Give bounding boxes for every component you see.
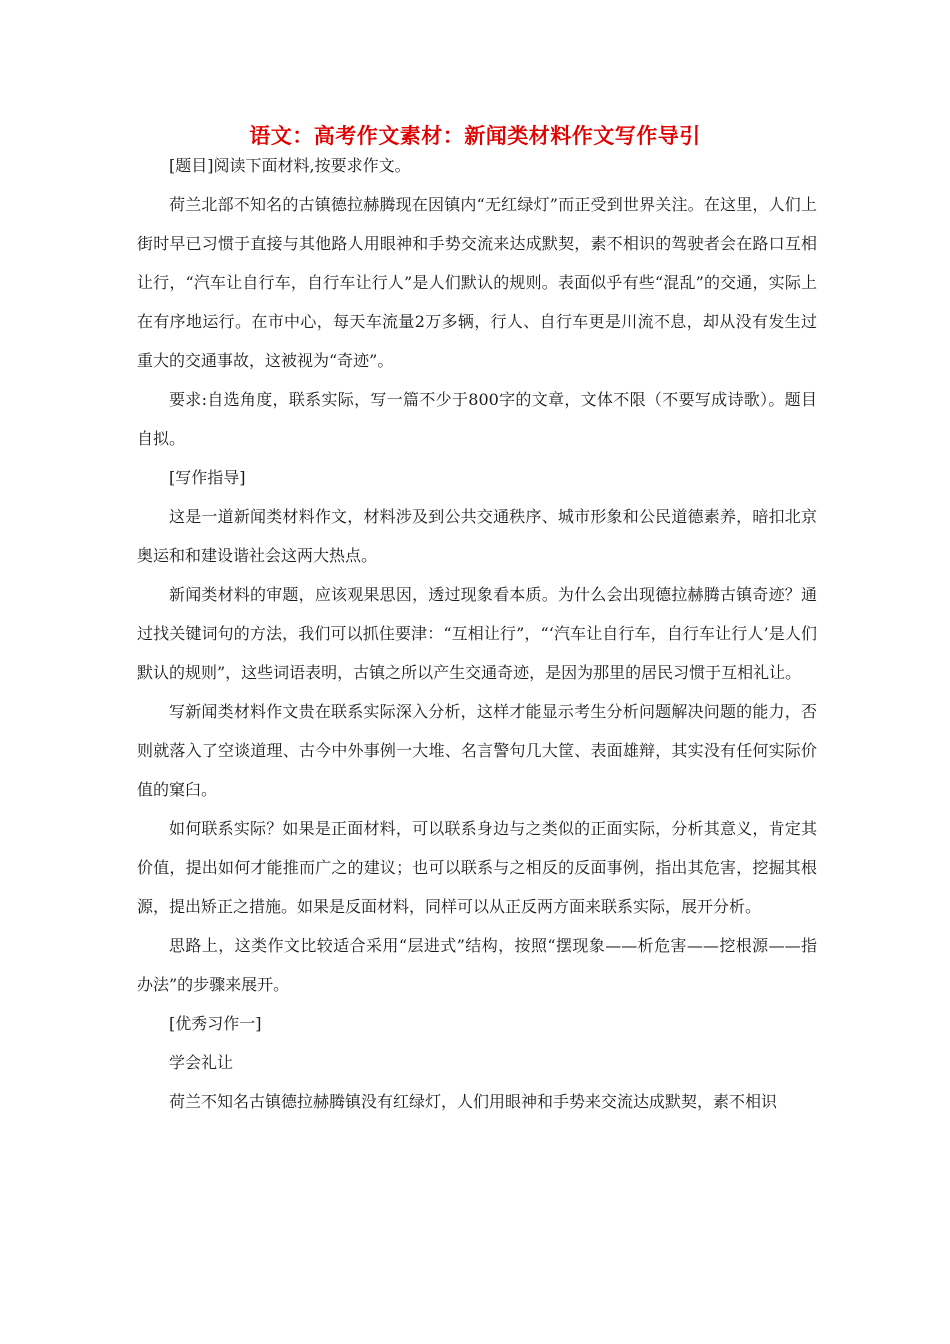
paragraph-material: 荷兰北部不知名的古镇德拉赫腾现在因镇内“无红绿灯”而正受到世界关注。在这里，人们上街时早已习惯于直接与其他路人用眼神和手势交流来达成默契，素不相识的驾驶者会在路口互相让行，“汽车让自行车，自行车让行人”是人们默认的规则。表面似乎有些“混乱”的交通，实际上在有序地运行。在市中心，每天车流量2万多辆，行人、自行车更是川流不息，却从没有发生过重大的交通事故，这被视为“奇迹”。 bbox=[137, 195, 817, 370]
document-title: 语文：高考作文素材：新闻类材料作文写作导引 bbox=[249, 123, 701, 148]
paragraph-guide-method: 如何联系实际？如果是正面材料，可以联系身边与之类似的正面实际，分析其意义，肯定其价值，提出如何才能推而广之的建议；也可以联系与之相反的反面事例，指出其危害，挖掘其根源，提出矫正之措施。如果是反面材料，同样可以从正反两方面来联系实际，展开分析。 bbox=[137, 819, 817, 916]
essay-title: 学会礼让 bbox=[169, 1053, 234, 1072]
paragraph-guide-structure: 思路上，这类作文比较适合采用“层进式”结构，按照“摆现象——析危害——挖根源——指办法”的步骤来展开。 bbox=[137, 936, 817, 994]
document-body bbox=[137, 146, 817, 1121]
paragraph-requirements: 要求:自选角度，联系实际，写一篇不少于800字的文章，文体不限（不要写成诗歌）。题目自拟。 bbox=[137, 390, 817, 448]
paragraph-guide-intro: 这是一道新闻类材料作文，材料涉及到公共交通秩序、城市形象和公民道德素养，暗扣北京奥运和和建设谐社会这两大热点。 bbox=[137, 507, 817, 565]
paragraph-prompt-label: [题目]阅读下面材料,按要求作文。 bbox=[169, 156, 411, 175]
section-heading-writing-guide: [写作指导] bbox=[169, 468, 246, 487]
paragraph-guide-analysis: 新闻类材料的审题，应该观果思因，透过现象看本质。为什么会出现德拉赫腾古镇奇迹？通过找关键词句的方法，我们可以抓住要津：“互相让行”，“‘汽车让自行车，自行车让行人’是人们默认的规则”，这些词语表明，古镇之所以产生交通奇迹，是因为那里的居民习惯于互相礼让。 bbox=[137, 585, 817, 682]
paragraph-guide-practice: 写新闻类材料作文贵在联系实际深入分析，这样才能显示考生分析问题解决问题的能力，否则就落入了空谈道理、古今中外事例一大堆、名言警句几大筐、表面雄辩，其实没有任何实际价值的窠臼。 bbox=[137, 702, 817, 799]
section-heading-sample-essay: [优秀习作一] bbox=[169, 1014, 262, 1033]
paragraph-essay-opening: 荷兰不知名古镇德拉赫腾镇没有红绿灯，人们用眼神和手势来交流达成默契，素不相识 bbox=[169, 1092, 778, 1111]
